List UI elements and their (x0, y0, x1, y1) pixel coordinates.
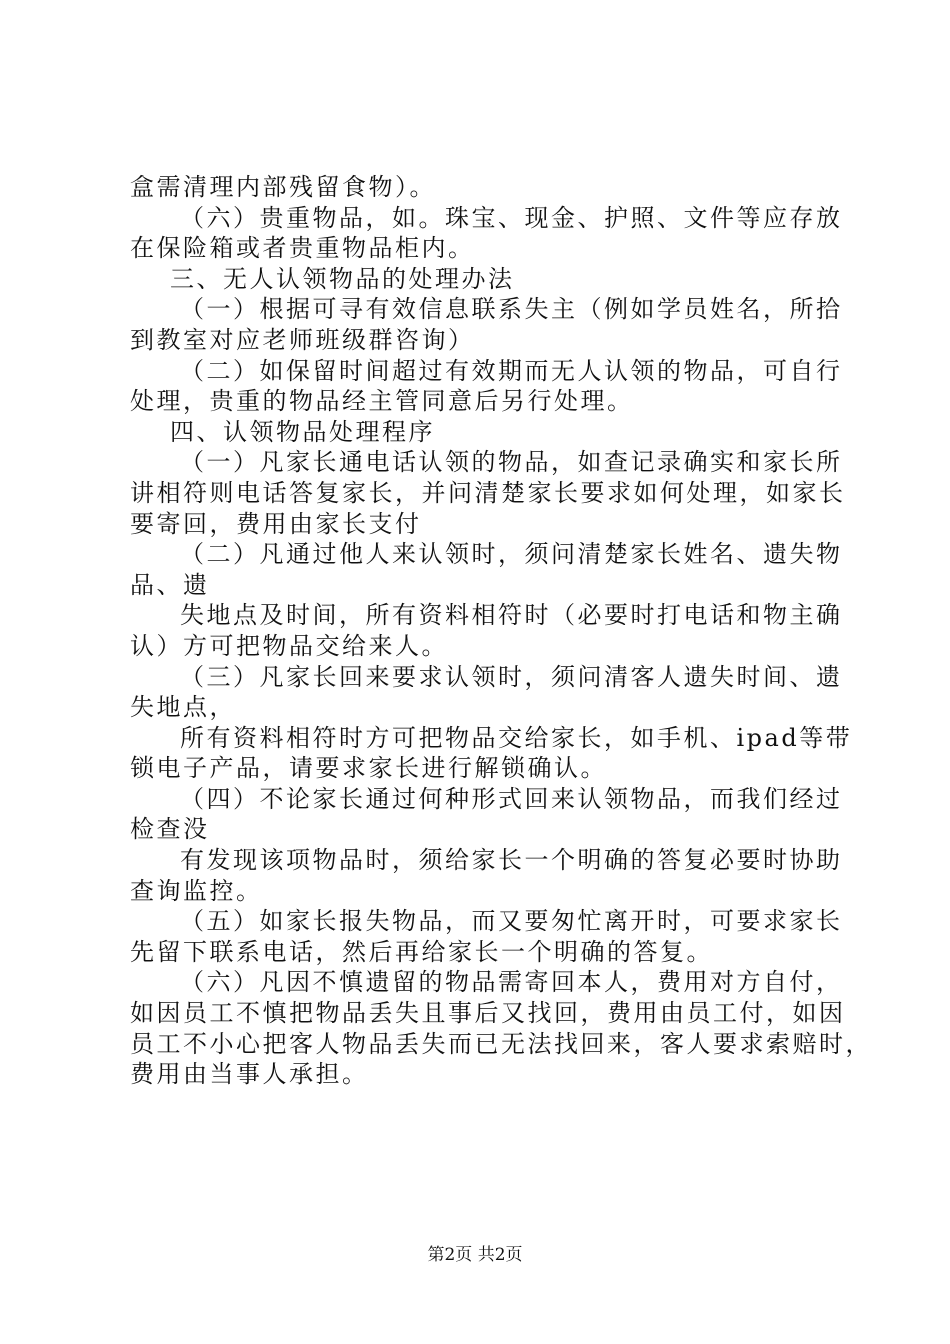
text-line: （六）贵重物品，如。珠宝、现金、护照、文件等应存放 (180, 203, 843, 232)
text-line: 检查没 (130, 815, 210, 844)
text-line: （二）如保留时间超过有效期而无人认领的物品，可自行 (180, 356, 843, 385)
text-line: 处理，贵重的物品经主管同意后另行处理。 (130, 387, 634, 416)
text-line: （一）根据可寻有效信息联系失主（例如学员姓名，所拾 (180, 295, 843, 324)
section-heading: 四、认领物品处理程序 (170, 417, 435, 446)
text-line: 讲相符则电话答复家长，并问清楚家长要求如何处理，如家长 (130, 478, 846, 507)
text-line: 要寄回，费用由家长支付 (130, 509, 422, 538)
text-line: （二）凡通过他人来认领时，须问清楚家长姓名、遗失物 (180, 540, 843, 569)
text-line: 认）方可把物品交给来人。 (130, 631, 448, 660)
text-line: 在保险箱或者贵重物品柜内。 (130, 234, 475, 263)
text-line: （六）凡因不慎遗留的物品需寄回本人，费用对方自付， (180, 968, 843, 997)
page-number: 第2页 共2页 (427, 1245, 523, 1265)
text-line: 盒需清理内部残留食物）。 (130, 173, 436, 201)
text-line: 费用由当事人承担。 (130, 1060, 369, 1089)
text-line: 失地点， (130, 693, 236, 722)
document-body (130, 172, 872, 1090)
text-line: 到教室对应老师班级群咨询） (130, 325, 475, 354)
text-line: 查询监控。 (130, 876, 263, 905)
text-line: 有发现该项物品时，须给家长一个明确的答复必要时协助 (180, 846, 843, 875)
text-line: 所有资料相符时方可把物品交给家长，如手机、ipad等带 (180, 723, 853, 752)
text-line: 锁电子产品，请要求家长进行解锁确认。 (130, 754, 607, 783)
text-line: （三）凡家长回来要求认领时，须问清客人遗失时间、遗 (180, 662, 843, 691)
text-line: 如因员工不慎把物品丢失且事后又找回，费用由员工付，如因 (130, 999, 846, 1028)
text-line: 失地点及时间，所有资料相符时（必要时打电话和物主确 (180, 601, 843, 630)
text-line: 品、遗 (130, 570, 210, 599)
text-line: 员工不小心把客人物品丢失而已无法找回来，客人要求索赔时， (130, 1029, 872, 1058)
section-heading: 三、无人认领物品的处理办法 (170, 264, 515, 293)
text-line: 先留下联系电话，然后再给家长一个明确的答复。 (130, 937, 713, 966)
text-line: （四）不论家长通过何种形式回来认领物品，而我们经过 (180, 784, 843, 813)
text-line: （一）凡家长通电话认领的物品，如查记录确实和家长所 (180, 448, 843, 477)
text-line: （五）如家长报失物品，而又要匆忙离开时，可要求家长 (180, 907, 843, 936)
